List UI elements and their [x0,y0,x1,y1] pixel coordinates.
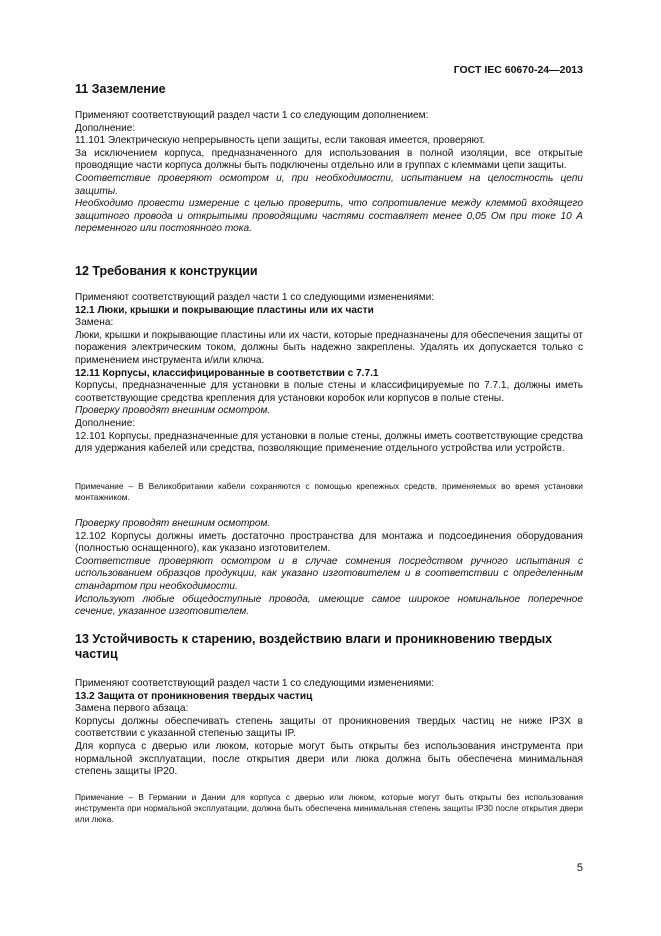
document-header: ГОСТ IEC 60670-24—2013 [453,64,583,76]
section-11-body [75,110,583,236]
paragraph: Необходимо провести измерение с целью проверить, что сопротивление между клеммой входящего защитного провода и открытыми проводящими частями составляет менее 0,05 Ом при токе 10 А переменного или постоянного тока. [75,198,583,235]
section-12 [75,264,583,279]
page-number: 5 [576,862,583,874]
paragraph: 12.102 Корпусы должны иметь достаточно пространства для монтажа и подсоединения оборудования (полностью оснащенного), как указано изготовителем. [75,530,583,555]
note-12 [75,481,583,503]
paragraph: Замена первого абзаца: [75,703,189,715]
section-11 [75,82,583,97]
paragraph: 12.101 Корпусы, предназначенные для установки в полые стены, должны иметь соответствующие средства для удержания кабелей или средства, позволяющие применение отдельного устройства или устройств. [75,430,583,455]
subsection-title: 12.11 Корпусы, классифицированные в соответствии с 7.7.1 [75,367,379,379]
paragraph: Дополнение: [75,122,136,134]
section-12-body-2 [75,518,583,619]
paragraph: Применяют соответствующий раздел части 1 со следующим дополнением: [75,110,429,121]
paragraph: Дополнение: [75,417,136,429]
paragraph: 11.101 Электрическую непрерывность цепи защиты, если таковая имеется, проверяют. [75,135,486,147]
section-13-body [75,678,583,779]
paragraph: Применяют соответствующий раздел части 1 со следующими изменениями: [75,678,435,689]
note-text: Примечание – В Германии и Дании для корпуса с дверью или люком, которые могут быть открыты без использования инструмента при нормальной эксплуатации, должна быть обеспечена минимальная степень защиты IP30 после открытия двери или люка. [75,792,583,824]
paragraph: Соответствие проверяют осмотром и, при необходимости, испытанием на целостность цепи защиты. [75,172,583,197]
paragraph: Соответствие проверяют осмотром и в случае сомнения посредством ручного испытания с использованием образцов продукции, как указано изготовителем и в соответствии с определенным стандартом при необходимости. [75,555,583,592]
note-text: Примечание – В Великобритании кабели сохраняются с помощью крепежных средств, применяемых во время установки монтажником. [75,481,583,502]
paragraph: Используют любые общедоступные провода, имеющие самое широкое номинальное поперечное сечение, указанное изготовителем. [75,593,583,618]
paragraph: Замена: [75,317,114,329]
subsection-title: 13.2 Защита от проникновения твердых частиц [75,690,313,702]
note-13 [75,792,583,825]
paragraph: За исключением корпуса, предназначенного для использования в полной изоляции, все открытые проводящие части корпуса должны быть подключены отдельно или в группах с клеммами цепи защиты. [75,147,583,172]
paragraph: Корпусы должны обеспечивать степень защиты от проникновения твердых частиц не ниже IP3X в соответствии с указанной степенью защиты IP. [75,715,583,740]
section-13 [75,632,583,662]
section-12-title: 12 Требования к конструкции [75,264,258,278]
paragraph: Проверку проводят внешним осмотром. [75,405,271,417]
paragraph: Корпусы, предназначенные для установки в полые стены и классифицируемые по 7.7.1, должны иметь соответствующие средства крепления для установки коробок или корпусов в полые стены. [75,380,583,404]
subsection-title: 12.1 Люки, крышки и покрывающие пластины или их части [75,304,374,316]
paragraph: Люки, крышки и покрывающие пластины или их части, которые предназначены для обеспечения защиты от поражения электрическим током, должны быть надежно закреплены. Удалять их допускается только с применением инструмента и/или ключа. [75,329,583,366]
paragraph: Применяют соответствующий раздел части 1 со следующими изменениями: [75,292,435,303]
section-11-title: 11 Заземление [75,82,166,96]
section-12-body [75,292,583,456]
paragraph: Для корпуса с дверью или люком, которые могут быть открыты без использования инструмента при нормальной эксплуатации, после открытия двери или люка должна быть обеспечена минимальная степень защиты IP20. [75,740,583,778]
paragraph: Проверку проводят внешним осмотром. [75,518,271,529]
section-13-title: 13 Устойчивость к старению, воздействию влаги и проникновению твердых частиц [75,632,553,661]
